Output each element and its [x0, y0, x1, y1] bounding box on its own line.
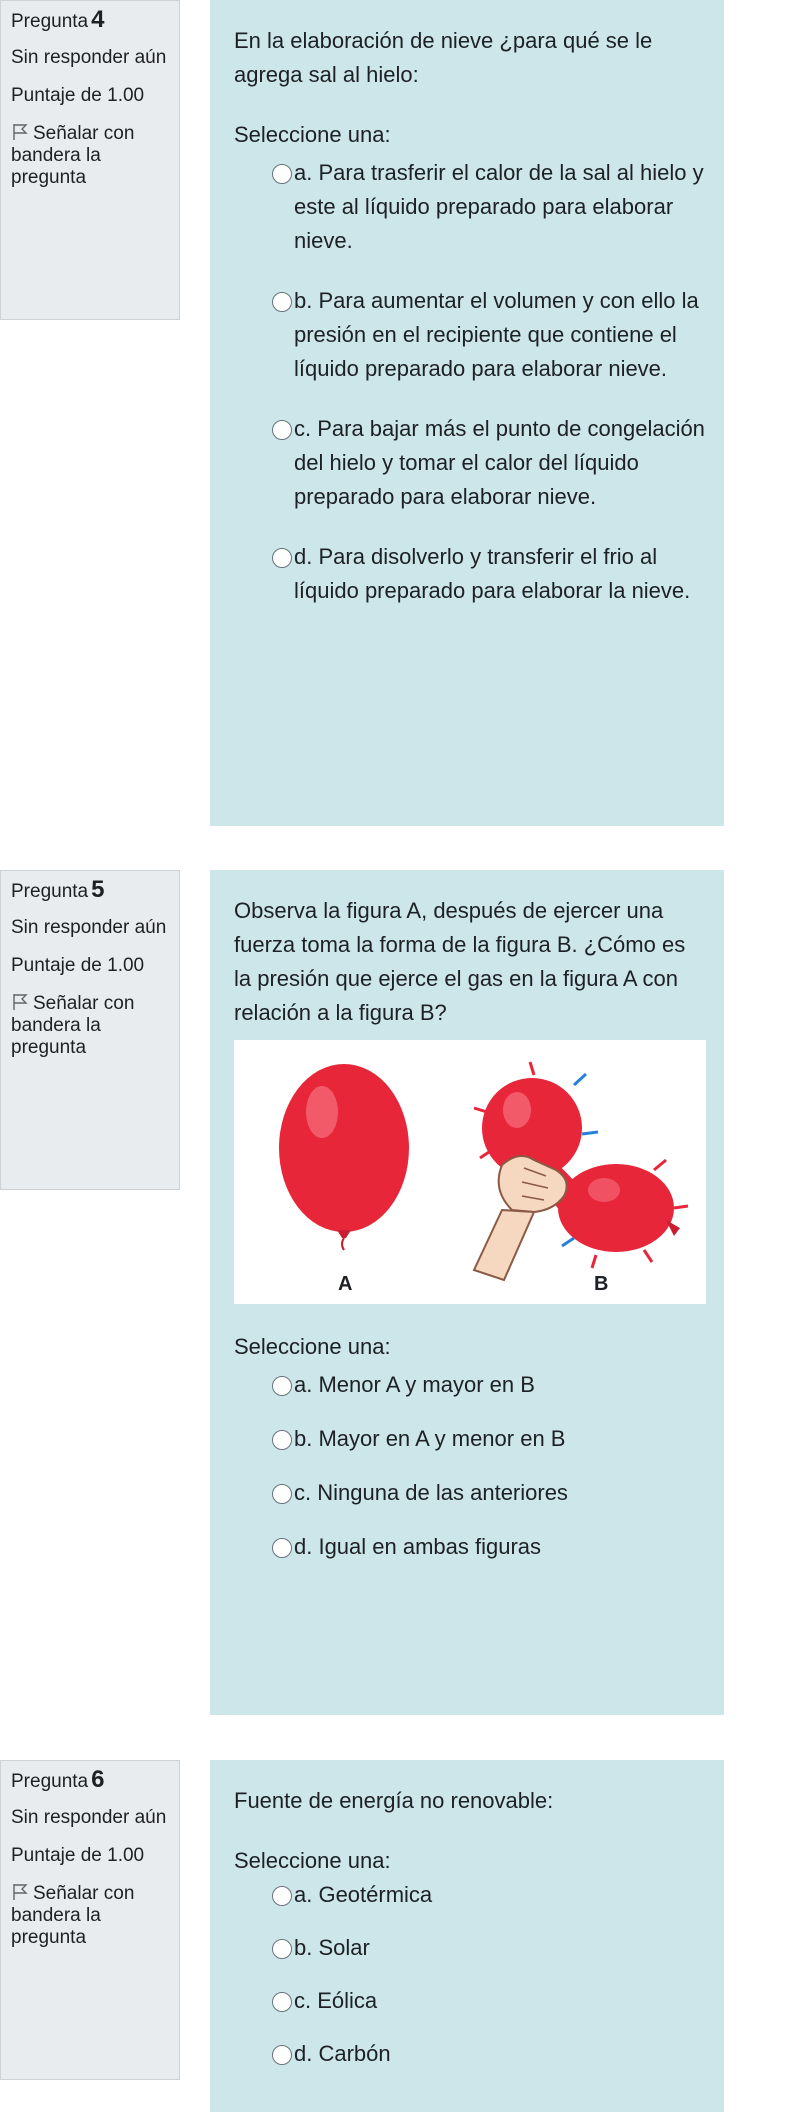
answer-option-c[interactable]: c. Eólica	[234, 1984, 706, 2018]
answer-options	[234, 1368, 706, 1564]
flag-icon	[11, 993, 29, 1011]
answer-option-a[interactable]: a. Menor A y mayor en B	[234, 1368, 706, 1402]
answer-option-a[interactable]: a. Geotérmica	[234, 1878, 706, 1912]
question-state: Sin responder aún	[11, 917, 167, 938]
radio-button[interactable]	[272, 164, 292, 184]
balloon-illustration	[234, 1040, 706, 1304]
radio-button[interactable]	[272, 420, 292, 440]
answer-option-d[interactable]: d. Igual en ambas figuras	[234, 1530, 706, 1564]
answer-option-b[interactable]: b. Solar	[234, 1931, 706, 1965]
answer-option-c[interactable]: c. Ninguna de las anteriores	[234, 1476, 706, 1510]
answer-option-b[interactable]: b. Mayor en A y menor en B	[234, 1422, 706, 1456]
radio-button[interactable]	[272, 548, 292, 568]
answer-option-b[interactable]: b. Para aumentar el volumen y con ello la presión en el recipiente que contiene el líquido preparado para elaborar nieve.	[234, 284, 706, 386]
answer-prompt: Seleccione una:	[234, 1334, 391, 1359]
answer-options	[234, 1878, 706, 2071]
answer-prompt: Seleccione una:	[234, 122, 391, 147]
radio-button[interactable]	[272, 292, 292, 312]
question-content	[210, 0, 724, 826]
question-text: En la elaboración de nieve ¿para qué se le agrega sal al hielo:	[234, 28, 653, 87]
question-state: Sin responder aún	[11, 1807, 167, 1828]
question-info	[0, 1760, 180, 2080]
flag-icon	[11, 123, 29, 141]
figure-label-b: B	[594, 1273, 609, 1295]
question-number: Pregunta 4	[11, 6, 105, 33]
answer-options	[234, 156, 706, 608]
question-grade: Puntaje de 1.00	[11, 955, 145, 976]
question-state: Sin responder aún	[11, 47, 167, 68]
radio-button[interactable]	[272, 1376, 292, 1396]
radio-button[interactable]	[272, 1939, 292, 1959]
answer-option-c[interactable]: c. Para bajar más el punto de congelación del hielo y tomar el calor del líquido preparado para elaborar nieve.	[234, 412, 706, 514]
question-content	[210, 1760, 724, 2112]
answer-option-d[interactable]: d. Carbón	[234, 2037, 706, 2071]
flag-question-link[interactable]: Señalar con bandera la pregunta	[11, 123, 135, 188]
question-number: Pregunta 6	[11, 1766, 105, 1793]
balloon-figure	[234, 1040, 706, 1304]
radio-button[interactable]	[272, 1992, 292, 2012]
question-text: Observa la figura A, después de ejercer una fuerza toma la forma de la figura B. ¿Cómo es la presión que ejerce el gas en la figura A con relación a la figura B?	[234, 898, 686, 1025]
radio-button[interactable]	[272, 1430, 292, 1450]
question-text: Fuente de energía no renovable:	[234, 1788, 554, 1813]
flag-question-link[interactable]: Señalar con bandera la pregunta	[11, 993, 135, 1058]
question-content	[210, 870, 724, 1715]
answer-option-a[interactable]: a. Para trasferir el calor de la sal al hielo y este al líquido preparado para elaborar nieve.	[234, 156, 706, 258]
flag-question-link[interactable]: Señalar con bandera la pregunta	[11, 1883, 135, 1948]
balloon-b-image	[474, 1062, 688, 1280]
answer-prompt: Seleccione una:	[234, 1848, 391, 1873]
radio-button[interactable]	[272, 1538, 292, 1558]
radio-button[interactable]	[272, 2045, 292, 2065]
question-number: Pregunta 5	[11, 876, 105, 903]
balloon-a-image	[279, 1064, 409, 1250]
question-info	[0, 870, 180, 1190]
figure-label-a: A	[338, 1273, 353, 1295]
radio-button[interactable]	[272, 1886, 292, 1906]
radio-button[interactable]	[272, 1484, 292, 1504]
question-grade: Puntaje de 1.00	[11, 1845, 145, 1866]
flag-icon	[11, 1883, 29, 1901]
answer-option-d[interactable]: d. Para disolverlo y transferir el frio al líquido preparado para elaborar la nieve.	[234, 540, 706, 608]
question-grade: Puntaje de 1.00	[11, 85, 145, 106]
question-info	[0, 0, 180, 320]
